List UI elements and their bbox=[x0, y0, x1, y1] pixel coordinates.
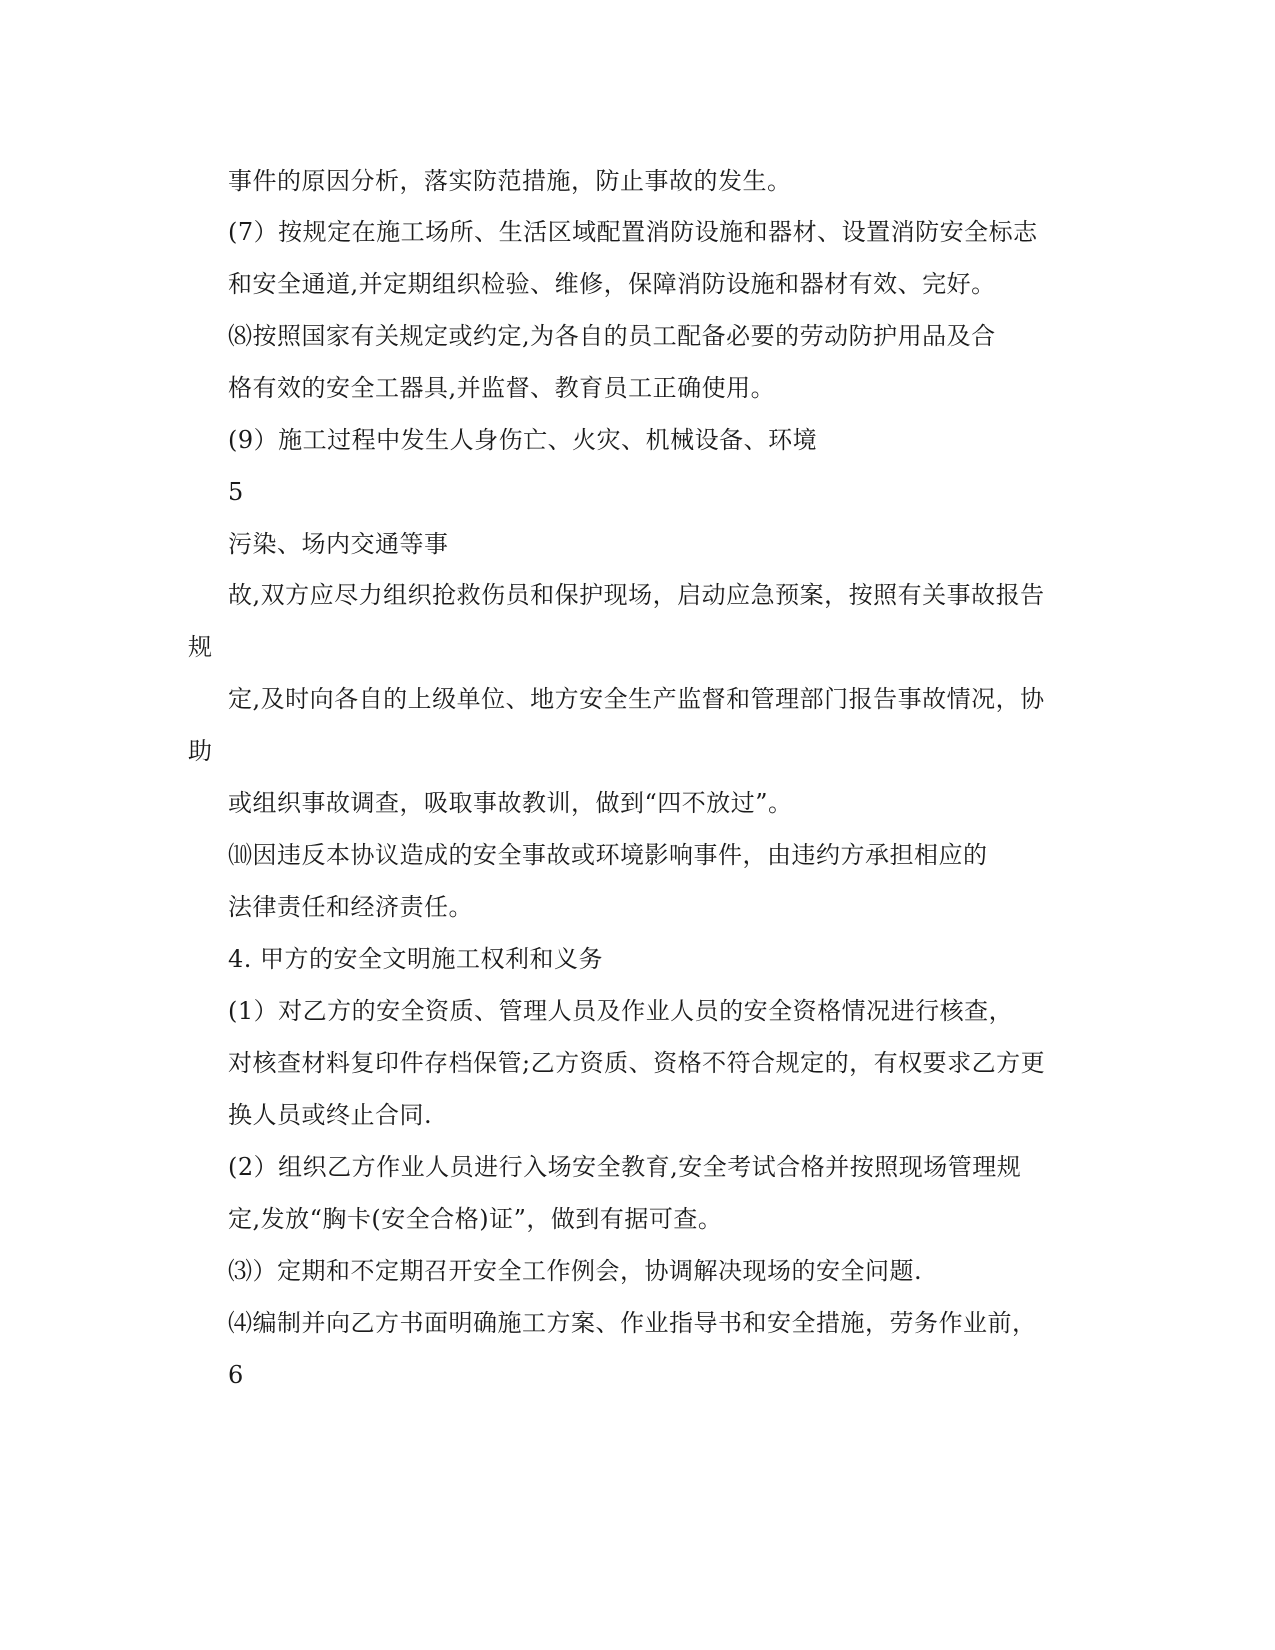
text-line: ⑶）定期和不定期召开安全工作例会，协调解决现场的安全问题. bbox=[228, 1257, 923, 1285]
text-line: 或组织事故调查，吸取事故教训，做到“四不放过”。 bbox=[228, 789, 793, 817]
page-number: 5 bbox=[228, 478, 244, 506]
text-line: (9）施工过程中发生人身伤亡、火灾、机械设备、环境 bbox=[228, 426, 818, 454]
text-line: (1）对乙方的安全资质、管理人员及作业人员的安全资格情况进行核查， bbox=[228, 997, 1014, 1025]
text-line: 定,发放“胸卡(安全合格)证”，做到有据可查。 bbox=[228, 1205, 723, 1233]
text-line: 事件的原因分析，落实防范措施，防止事故的发生。 bbox=[228, 167, 792, 195]
text-line: (2）组织乙方作业人员进行入场安全教育,安全考试合格并按照现场管理规 bbox=[228, 1153, 1022, 1181]
text-line: 换人员或终止合同. bbox=[228, 1101, 433, 1129]
text-line: 格有效的安全工器具,并监督、教育员工正确使用。 bbox=[228, 374, 776, 402]
text-line: ⑷编制并向乙方书面明确施工方案、作业指导书和安全措施，劳务作业前， bbox=[228, 1309, 1037, 1337]
section-heading: 4. 甲方的安全文明施工权利和义务 bbox=[228, 945, 604, 973]
text-line: 污染、场内交通等事 bbox=[228, 530, 449, 558]
text-line: ⑻按照国家有关规定或约定,为各自的员工配备必要的劳动防护用品及合 bbox=[228, 322, 996, 350]
text-line: 定,及时向各自的上级单位、地方安全生产监督和管理部门报告事故情况，协 bbox=[228, 685, 1045, 713]
text-line: 法律责任和经济责任。 bbox=[228, 893, 473, 921]
text-line: 和安全通道,并定期组织检验、维修，保障消防设施和器材有效、完好。 bbox=[228, 270, 996, 298]
text-line: ⑽因违反本协议造成的安全事故或环境影响事件，由违约方承担相应的 bbox=[228, 841, 988, 869]
text-line: 规 bbox=[188, 633, 213, 661]
text-line: (7）按规定在施工场所、生活区域配置消防设施和器材、设置消防安全标志 bbox=[228, 218, 1038, 246]
page-number: 6 bbox=[228, 1361, 244, 1389]
text-line: 故,双方应尽力组织抢救伤员和保护现场，启动应急预案，按照有关事故报告 bbox=[228, 581, 1045, 609]
text-line: 助 bbox=[188, 737, 213, 765]
text-line: 对核查材料复印件存档保管;乙方资质、资格不符合规定的，有权要求乙方更 bbox=[228, 1049, 1046, 1077]
